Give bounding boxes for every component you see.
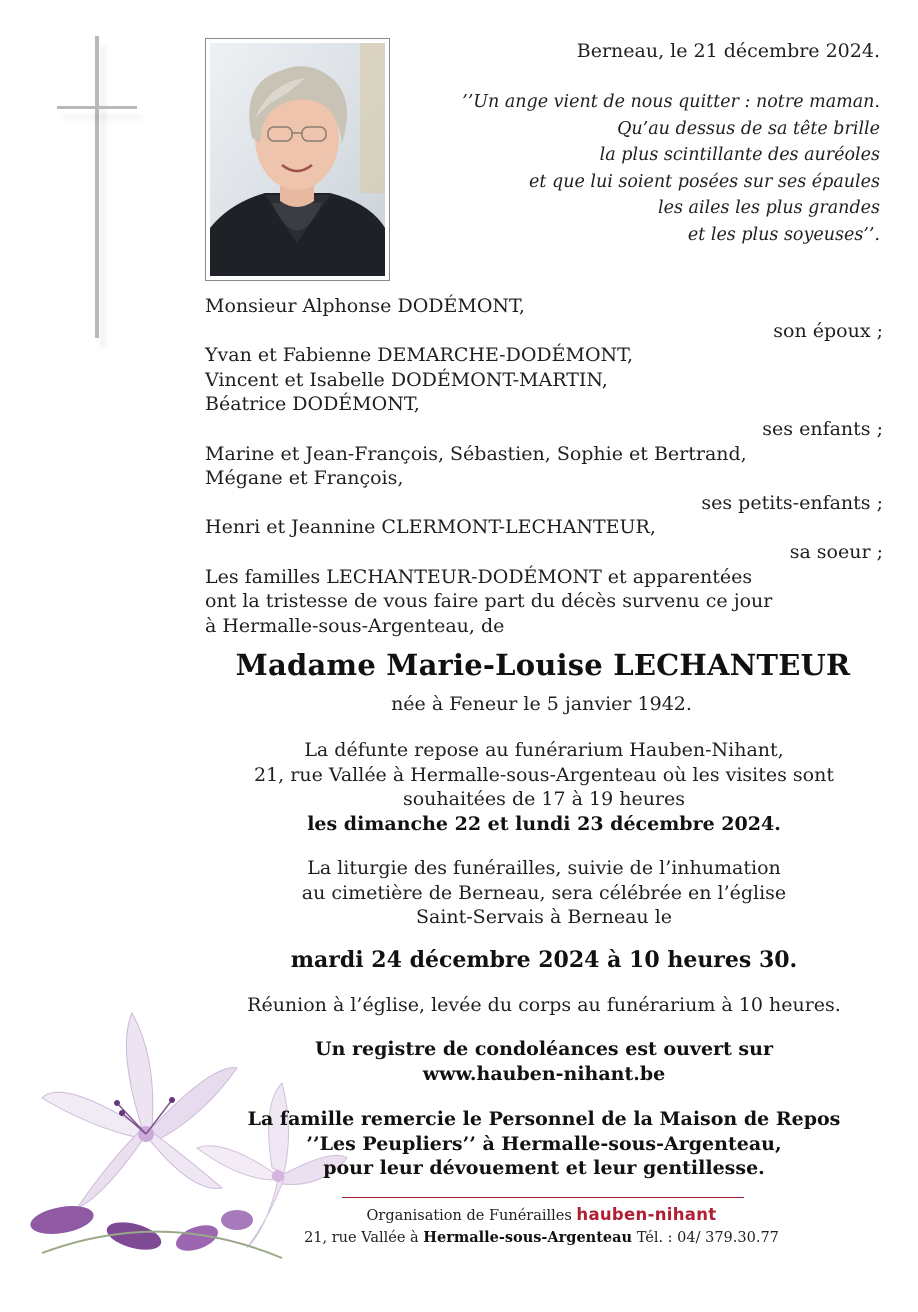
funeral-line: au cimetière de Berneau, sera célébrée en l’église: [301, 881, 787, 904]
brand-logo: hauben-nihant: [576, 1205, 717, 1224]
thanks-line: La famille remercie le Personnel de la Maison de Repos: [247, 1108, 841, 1130]
phone-number: Tél. : 04/ 379.30.77: [636, 1230, 779, 1246]
visitation-info: [205, 738, 883, 836]
condolences-website[interactable]: www.hauben-nihant.be: [422, 1062, 666, 1085]
condolences-text: Un registre de condoléances est ouvert sur: [315, 1038, 773, 1060]
children-name: Yvan et Fabienne DEMARCHE-DODÉMONT,: [205, 344, 634, 367]
sister-role: sa soeur ;: [789, 540, 883, 563]
poem-quote: [462, 89, 880, 248]
meeting-info: Réunion à l’église, levée du corps au funérarium à 10 heures.: [247, 994, 841, 1016]
visitation-line: La défunte repose au funérarium Hauben-Nihant,: [304, 739, 784, 761]
funeral-line: La liturgie des funérailles, suivie de l’inhumation: [307, 857, 781, 879]
closing-line: à Hermalle-sous-Argenteau, de: [205, 614, 505, 637]
deceased-name: Madame Marie-Louise LECHANTEUR: [235, 648, 851, 682]
spouse-names: Monsieur Alphonse DODÉMONT,: [205, 295, 525, 317]
funeral-datetime: mardi 24 décembre 2024 à 10 heures 30.: [290, 947, 798, 973]
grandchildren-role: ses petits-enfants ;: [701, 491, 883, 514]
grandchildren-name: Mégane et François,: [205, 467, 404, 490]
thanks-line: pour leur dévouement et leur gentillesse.: [323, 1157, 765, 1180]
poem-line: la plus scintillante des auréoles: [599, 145, 880, 165]
sister-names: Henri et Jeannine CLERMONT-LECHANTEUR,: [205, 516, 656, 539]
thanks-block: [205, 1107, 883, 1181]
family-list: [205, 294, 883, 638]
funeral-line: Saint-Servais à Berneau le: [415, 906, 673, 929]
closing-line: Les familles LECHANTEUR-DODÉMONT et apparentées: [205, 565, 753, 588]
notice-date: Berneau, le 21 décembre 2024.: [576, 40, 880, 62]
visitation-dates: les dimanche 22 et lundi 23 décembre 2024.: [307, 812, 781, 835]
children-name: Vincent et Isabelle DODÉMONT-MARTIN,: [205, 368, 608, 391]
deceased-block: [0, 648, 918, 682]
address-prefix: 21, rue Vallée à: [304, 1230, 419, 1246]
footer-divider: [342, 1197, 744, 1198]
address-town: Hermalle-sous-Argenteau: [423, 1229, 633, 1246]
thanks-line: ’’Les Peupliers’’ à Hermalle-sous-Argenteau,: [306, 1132, 782, 1155]
organizer-line: [0, 1205, 918, 1224]
poem-line: et les plus soyeuses’’.: [687, 224, 880, 245]
poem-line: Qu’au dessus de sa tête brille: [617, 118, 880, 139]
portrait-photo: [210, 43, 385, 276]
portrait-photo-frame: [205, 38, 390, 281]
poem-line: et que lui soient posées sur ses épaules: [529, 171, 880, 192]
grandchildren-name: Marine et Jean-François, Sébastien, Sophie et Bertrand,: [205, 442, 747, 465]
poem-line: les ailes les plus grandes: [658, 198, 880, 218]
closing-line: ont la tristesse de vous faire part du décès survenu ce jour: [205, 590, 773, 613]
cross-icon-vertical: [95, 36, 99, 338]
spouse-role: son époux ;: [773, 319, 883, 342]
visitation-line: souhaitées de 17 à 19 heures: [402, 788, 686, 811]
organizer-prefix: Organisation de Funérailles: [366, 1208, 572, 1224]
visitation-line: 21, rue Vallée à Hermalle-sous-Argenteau où les visites sont: [254, 763, 834, 786]
children-name: Béatrice DODÉMONT,: [205, 393, 420, 416]
poem-line: ’’Un ange vient de nous quitter : notre maman.: [462, 92, 880, 112]
birth-info: née à Feneur le 5 janvier 1942.: [391, 693, 692, 715]
children-role: ses enfants ;: [762, 417, 883, 440]
cross-icon-horizontal: [57, 106, 137, 109]
funeral-info: [205, 856, 883, 930]
organizer-address: [0, 1229, 918, 1246]
